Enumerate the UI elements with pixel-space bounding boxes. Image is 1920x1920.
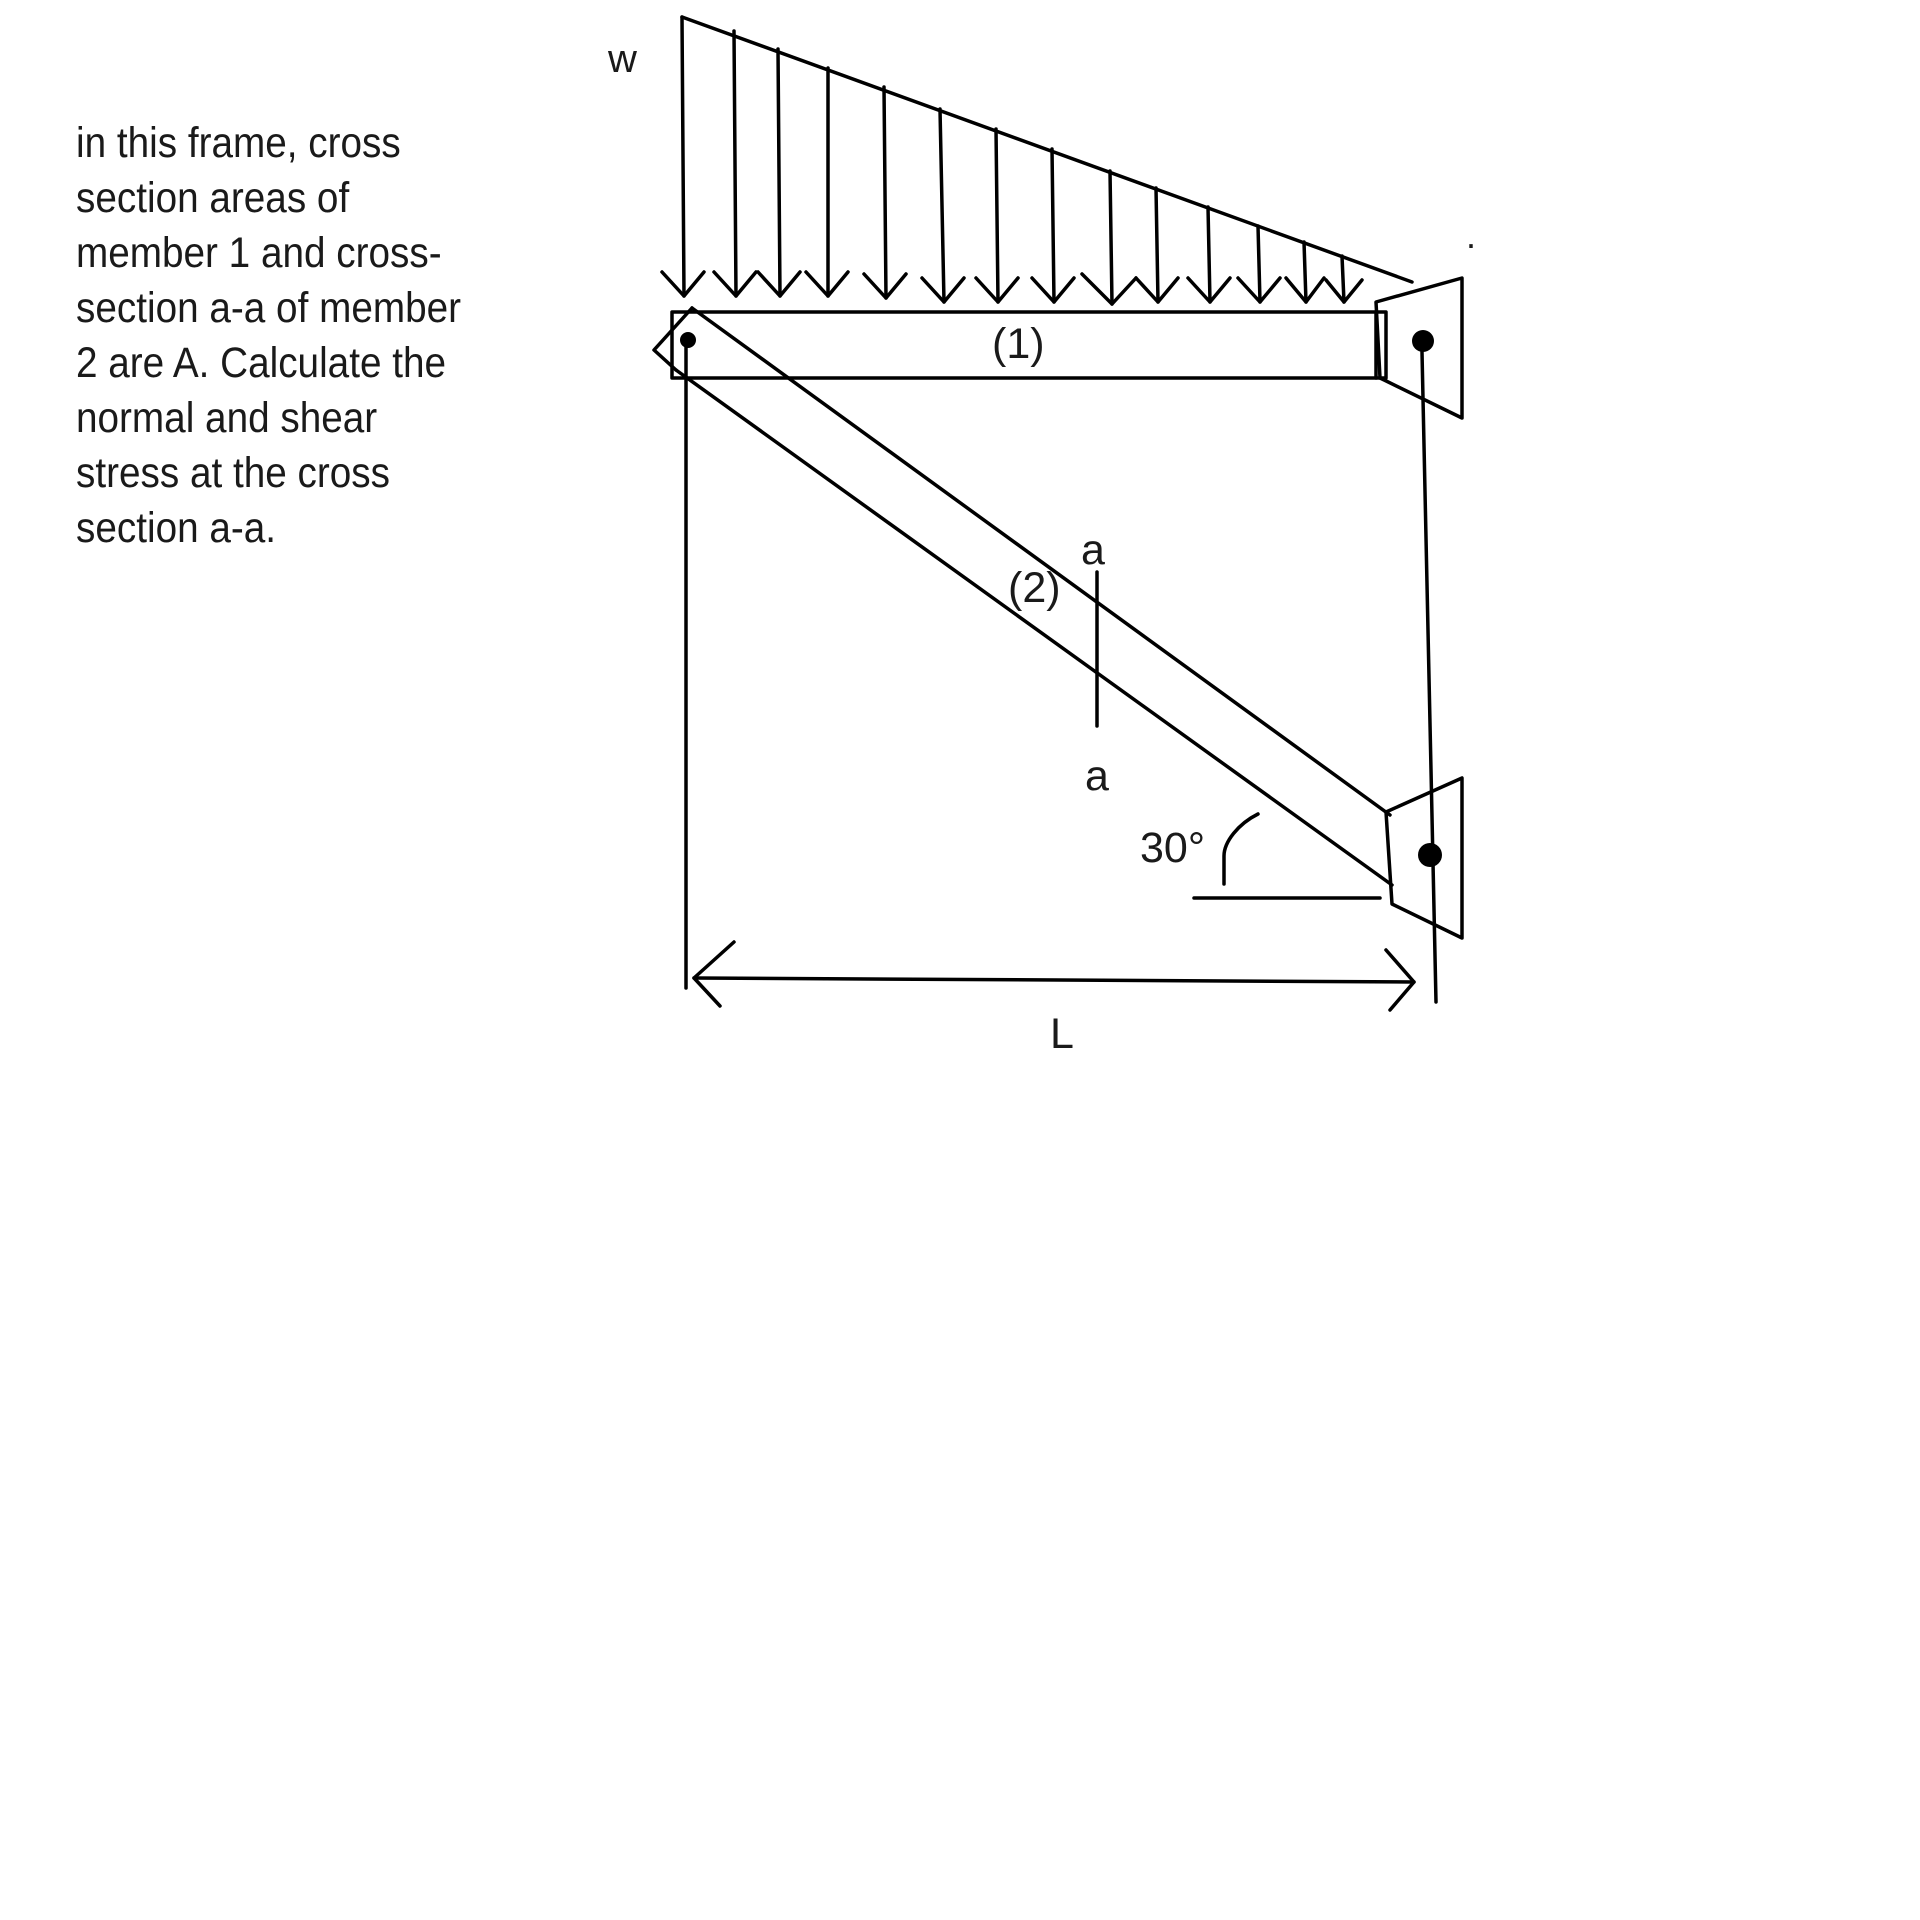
load-arrows — [662, 17, 1362, 304]
dimension-arrow-left — [694, 942, 734, 1006]
length-dimension — [694, 942, 1414, 1010]
load-arrow — [976, 129, 1018, 302]
load-arrow — [864, 87, 906, 298]
problem-line: section areas of — [76, 174, 350, 222]
problem-line: member 1 and cross- — [76, 229, 442, 277]
load-label: w — [608, 37, 637, 81]
load-arrow — [1188, 207, 1230, 302]
problem-line: stress at the cross — [76, 449, 391, 497]
load-arrow — [806, 68, 848, 296]
problem-line: 2 are A. Calculate the — [76, 339, 447, 387]
load-arrow — [714, 31, 756, 296]
member-2-label: (2) — [1008, 564, 1061, 612]
load-arrow — [1136, 188, 1178, 302]
left-joint-pin — [680, 332, 696, 348]
load-arrow — [922, 109, 964, 302]
section-label-top: a — [1081, 526, 1105, 574]
angle-label: 30° — [1140, 824, 1206, 872]
stray-mark: . — [1466, 215, 1477, 256]
length-label: L — [1050, 1010, 1074, 1058]
dimension-arrow-right — [1386, 950, 1414, 1010]
upper-support-pin — [1412, 330, 1434, 352]
member-2-upper-edge — [692, 308, 1390, 815]
load-arrow — [1238, 226, 1280, 302]
right-extension-line — [1422, 352, 1436, 1002]
load-arrow — [1286, 242, 1324, 302]
load-arrow — [1032, 149, 1074, 302]
load-arrow — [662, 17, 704, 296]
load-arrow — [1082, 171, 1136, 304]
lower-support-pin — [1418, 843, 1442, 867]
problem-line: section a-a. — [76, 504, 277, 552]
distributed-load — [662, 17, 1412, 304]
member-2-lower-edge — [676, 370, 1392, 885]
problem-line: section a-a of member — [76, 284, 462, 332]
angle-arc — [1224, 814, 1258, 884]
load-arrow — [758, 49, 800, 296]
problem-line: normal and shear — [76, 394, 378, 442]
problem-line: in this frame, cross — [76, 119, 401, 167]
dimension-line — [694, 978, 1414, 982]
section-label-bottom: a — [1085, 752, 1109, 800]
member-1-label: (1) — [992, 320, 1045, 368]
